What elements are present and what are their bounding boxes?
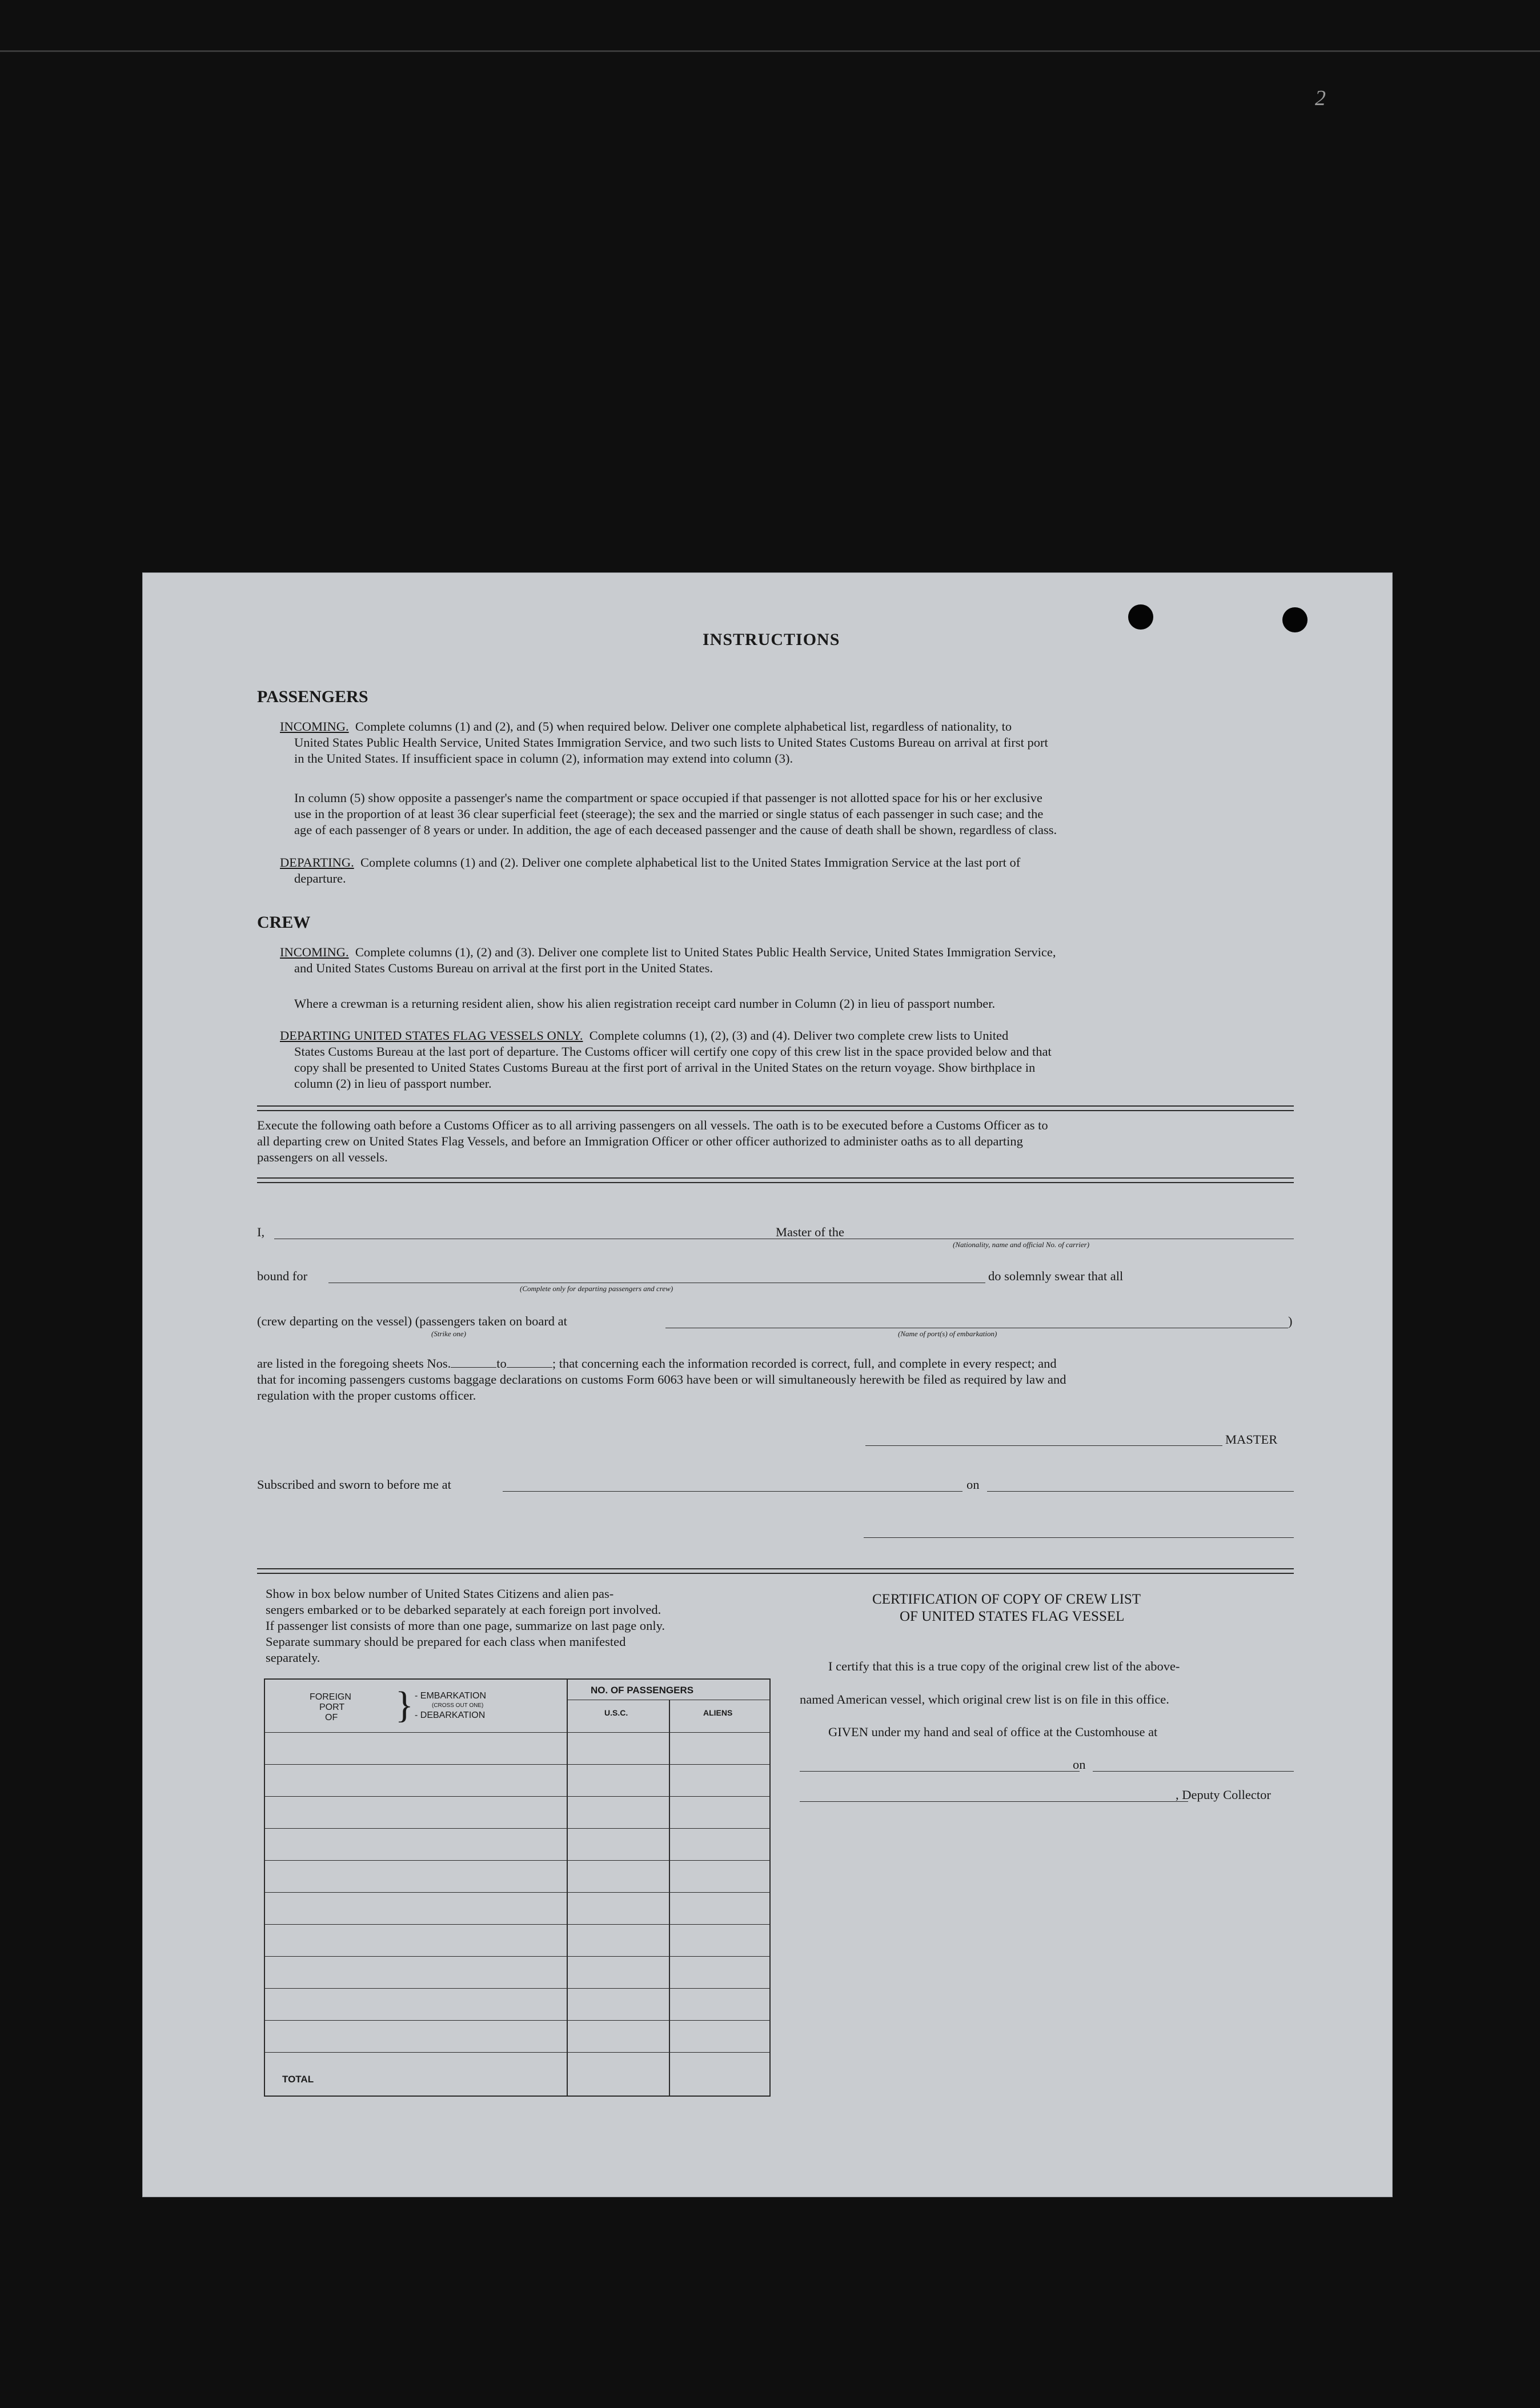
divider-rule-2a: [257, 1177, 1294, 1179]
oath-intro-line1: Execute the following oath before a Customs Officer as to all arriving passengers on all vessels. The oath is to be executed before a Customs Officer as to: [257, 1118, 1048, 1132]
table-row-rule: [265, 1860, 769, 1861]
certification-signature-field[interactable]: [800, 1801, 1188, 1802]
crew-heading: CREW: [257, 913, 311, 932]
oath-listed-line1-b: ; that concerning each the information recorded is correct, full, and complete in every respect; and: [552, 1356, 1057, 1371]
table-row-rule: [265, 1956, 769, 1957]
cross-out-label: (CROSS OUT ONE): [432, 1702, 484, 1709]
foreign-port-label-1: FOREIGN: [310, 1692, 351, 1702]
crew-departing-label: DEPARTING UNITED STATES FLAG VESSELS ONLY.: [280, 1028, 583, 1043]
oath-officer-signature-field[interactable]: [864, 1537, 1294, 1538]
passengers-incoming-line3: in the United States. If insufficient space in column (2), information may extend into column (3).: [294, 751, 793, 766]
crew-incoming-line2: and United States Customs Bureau on arrival at the first port in the United States.: [294, 961, 713, 975]
passengers-incoming: [280, 719, 1297, 735]
summary-table: [264, 1678, 771, 2097]
divider-rule-3a: [257, 1568, 1294, 1569]
certification-on-label: on: [1073, 1757, 1086, 1772]
bracket-glyph: }: [395, 1684, 414, 1726]
table-col-divider-2: [669, 1700, 670, 2096]
oath-intro-line2: all departing crew on United States Flag Vessels, and before an Immigration Officer or other officer authorized to administer oaths as to all departing: [257, 1134, 1023, 1148]
oath-crew-departing: (crew departing on the vessel) (passengers taken on board at: [257, 1314, 567, 1328]
certification-date-field[interactable]: [1093, 1771, 1294, 1772]
table-row-rule: [265, 1828, 769, 1829]
debarkation-label: - DEBARKATION: [415, 1710, 486, 1720]
passengers-col5-line3: age of each passenger of 8 years or under. In addition, the age of each deceased passenger and the cause of death shall be shown, regardless of class.: [294, 823, 1057, 837]
oath-complete-only-caption: (Complete only for departing passengers and crew): [520, 1284, 673, 1293]
oath-on-label: on: [966, 1477, 980, 1492]
crew-departing-line3: copy shall be presented to United States Customs Bureau at the first port of arrival in the United States on the return voyage. Show birthplace in: [294, 1060, 1036, 1075]
oath-listed-line1-to: to: [496, 1356, 507, 1371]
certification-line3: GIVEN under my hand and seal of office at the Customhouse at: [828, 1725, 1158, 1739]
passengers-incoming-line1: Complete columns (1) and (2), and (5) when required below. Deliver one complete alphabetical list, regardless of nationality, to: [355, 719, 1012, 734]
passengers-incoming-label: INCOMING.: [280, 719, 349, 734]
summary-intro-line3: If passenger list consists of more than one page, summarize on last page only.: [266, 1618, 665, 1633]
oath-sheet-to-field[interactable]: [507, 1357, 552, 1368]
oath-sheet-from-field[interactable]: [451, 1357, 496, 1368]
table-row-rule: [265, 1988, 769, 1989]
oath-master-signature-field[interactable]: [865, 1445, 1222, 1446]
passengers-col5-line2: use in the proportion of at least 36 clear superficial feet (steerage); the sex and the married or single status of each passenger in such case; and the: [294, 807, 1044, 821]
crew-returning-line: Where a crewman is a returning resident alien, show his alien registration receipt card number in Column (2) in lieu of passport number.: [294, 996, 996, 1011]
oath-bound-for: bound for: [257, 1269, 308, 1283]
foreign-port-label-3: OF: [325, 1713, 338, 1722]
film-border-top: [0, 50, 1540, 52]
table-header-rule: [265, 1732, 769, 1733]
summary-intro-line5: separately.: [266, 1650, 320, 1665]
summary-intro-line2: sengers embarked or to be debarked separately at each foreign port involved.: [266, 1602, 661, 1617]
crew-departing-line1: Complete columns (1), (2), (3) and (4). Deliver two complete crew lists to United: [589, 1028, 1009, 1043]
passengers-heading: PASSENGERS: [257, 687, 368, 706]
table-row-rule: [265, 1924, 769, 1925]
summary-intro-line4: Separate summary should be prepared for each class when manifested: [266, 1634, 626, 1649]
oath-listed-line1-a: are listed in the foregoing sheets Nos.: [257, 1356, 451, 1371]
oath-subscribed-place-field[interactable]: [503, 1491, 962, 1492]
certification-deputy: , Deputy Collector: [1176, 1788, 1271, 1802]
certification-line1: I certify that this is a true copy of the original crew list of the above-: [828, 1659, 1180, 1673]
oath-close-paren: ): [1288, 1314, 1293, 1328]
divider-rule-2b: [257, 1182, 1294, 1183]
table-row-rule: [265, 1892, 769, 1893]
form-sheet: [143, 573, 1392, 2197]
crew-departing-line2: States Customs Bureau at the last port of departure. The Customs officer will certify one copy of this crew list in the space provided below and that: [294, 1044, 1052, 1059]
no-of-passengers-label: NO. OF PASSENGERS: [591, 1685, 694, 1696]
oath-listed-line3: regulation with the proper customs officer.: [257, 1388, 476, 1403]
crew-departing-line4: column (2) in lieu of passport number.: [294, 1076, 492, 1091]
foreign-port-label-2: PORT: [319, 1702, 345, 1712]
certification-title-line1: CERTIFICATION OF COPY OF CREW LIST: [872, 1592, 1141, 1607]
crew-incoming: [280, 944, 1308, 960]
oath-master-of: Master of the: [776, 1225, 844, 1239]
crew-incoming-label: INCOMING.: [280, 945, 349, 959]
corner-number-mark: 2: [1315, 86, 1326, 110]
embarkation-label: - EMBARKATION: [415, 1691, 487, 1701]
table-row-rule: [265, 1796, 769, 1797]
punch-hole-right: [1282, 607, 1308, 632]
oath-i-label: I,: [257, 1225, 265, 1239]
passengers-departing: [280, 855, 1308, 871]
passengers-departing-label: DEPARTING.: [280, 855, 354, 870]
divider-rule-3b: [257, 1573, 1294, 1574]
table-row-rule: [265, 2020, 769, 2021]
oath-strike-one-caption: (Strike one): [431, 1329, 467, 1338]
crew-incoming-line1: Complete columns (1), (2) and (3). Deliver one complete list to United States Public Health Service, United States Immigration Service,: [355, 945, 1056, 959]
divider-rule-1b: [257, 1110, 1294, 1111]
oath-listed-line1: [257, 1356, 1057, 1372]
certification-title-line2: OF UNITED STATES FLAG VESSEL: [900, 1609, 1125, 1624]
passengers-incoming-line2: United States Public Health Service, United States Immigration Service, and two such lists to United States Customs Bureau on arrival at first port: [294, 735, 1048, 750]
summary-intro-line1: Show in box below number of United States Citizens and alien pas-: [266, 1586, 614, 1601]
certification-place-field[interactable]: [800, 1771, 1080, 1772]
instructions-title: INSTRUCTIONS: [703, 630, 840, 649]
passengers-col5-line1: In column (5) show opposite a passenger's name the compartment or space occupied if that passenger is not allotted space for his or her exclusive: [294, 791, 1042, 805]
aliens-label: ALIENS: [703, 1708, 733, 1717]
oath-port-caption: (Name of port(s) of embarkation): [898, 1329, 997, 1338]
oath-swear: do solemnly swear that all: [988, 1269, 1124, 1283]
table-row-rule: [265, 1764, 769, 1765]
oath-master-label: MASTER: [1225, 1432, 1278, 1447]
divider-rule-1a: [257, 1105, 1294, 1107]
passengers-departing-line1: Complete columns (1) and (2). Deliver one complete alphabetical list to the United States Immigration Service at the last port of: [360, 855, 1021, 870]
crew-departing: [280, 1028, 1314, 1044]
table-row-rule: [265, 2052, 769, 2053]
total-label: TOTAL: [282, 2074, 314, 2085]
oath-subscribed: Subscribed and sworn to before me at: [257, 1477, 451, 1492]
punch-hole-left: [1128, 604, 1153, 630]
passengers-departing-line2: departure.: [294, 871, 346, 886]
table-col-divider-1: [567, 1680, 568, 2096]
oath-intro-line3: passengers on all vessels.: [257, 1150, 388, 1164]
oath-subscribed-date-field[interactable]: [987, 1491, 1294, 1492]
oath-listed-line2: that for incoming passengers customs baggage declarations on customs Form 6063 have been or will simultaneously herewith be filed as required by law and: [257, 1372, 1066, 1387]
certification-line2: named American vessel, which original crew list is on file in this office.: [800, 1692, 1169, 1706]
usc-label: U.S.C.: [604, 1708, 628, 1717]
oath-nationality-caption: (Nationality, name and official No. of carrier): [953, 1240, 1090, 1249]
